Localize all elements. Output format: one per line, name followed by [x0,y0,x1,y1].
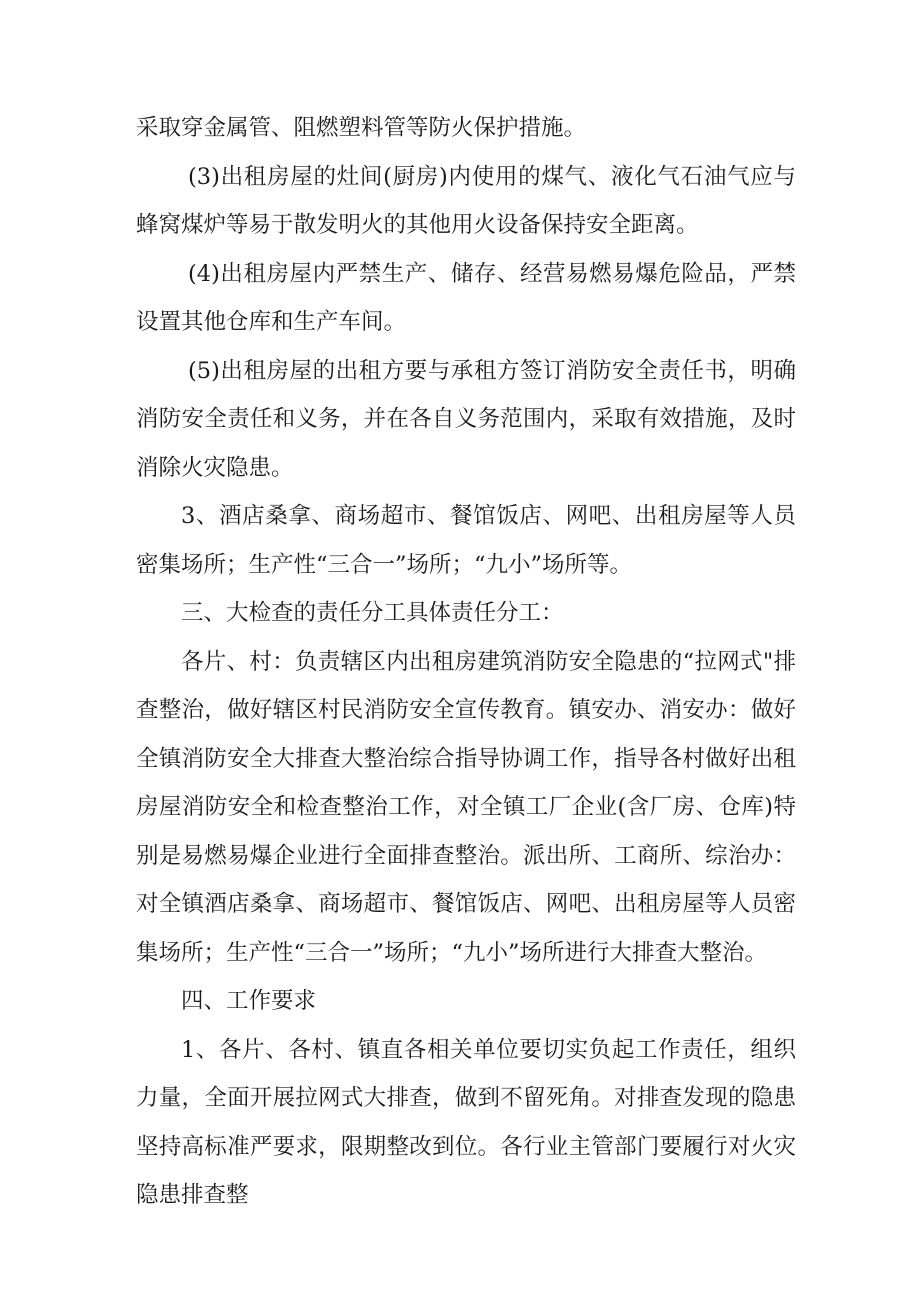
paragraph-continuation: 采取穿金属管、阻燃塑料管等防火保护措施。 [136,115,587,141]
paragraph-item-5: (5)出租房屋的出租方要与承租方签订消防安全责任书，明确消防安全责任和义务，并在各自义务范围内，采取有效措施，及时消除火灾隐患。 [136,357,796,481]
document-body [136,104,796,1220]
paragraph-item-4: (4)出租房屋内严禁生产、储存、经营易燃易爆危险品，严禁设置其他仓库和生产车间。 [136,260,796,335]
paragraph-requirement-1: 1、各片、各村、镇直各相关单位要切实负起工作责任，组织力量，全面开展拉网式大排查，做到不留死角。对排查发现的隐患坚持高标准严要求，限期整改到位。各行业主管部门要履行对火灾隐患排查整 [136,1036,796,1208]
paragraph-section-3: 3、酒店桑拿、商场超市、餐馆饭店、网吧、出租房屋等人员密集场所；生产性“三合一”场所；“九小”场所等。 [136,503,796,578]
paragraph-responsibility-details: 各片、村：负责辖区内出租房建筑消防安全隐患的“拉网式"排查整治，做好辖区村民消防安全宣传教育。镇安办、消安办：做好全镇消防安全大排查大整治综合指导协调工作，指导各村做好出租房屋消防安全和检查整治工作，对全镇工厂企业(含厂房、仓库)特别是易燃易爆企业进行全面排查整治。派出所、工商所、综治办：对全镇酒店桑拿、商场超市、餐馆饭店、网吧、出租房屋等人员密集场所；生产性“三合一”场所；“九小”场所进行大排查大整治。 [136,648,796,966]
section-heading-requirements: 四、工作要求 [181,988,317,1014]
paragraph-item-3: (3)出租房屋的灶间(厨房)内使用的煤气、液化气石油气应与蜂窝煤炉等易于散发明火的其他用火设备保持安全距离。 [136,163,796,238]
section-heading-responsibility: 三、大检查的责任分工具体责任分工： [181,600,564,626]
